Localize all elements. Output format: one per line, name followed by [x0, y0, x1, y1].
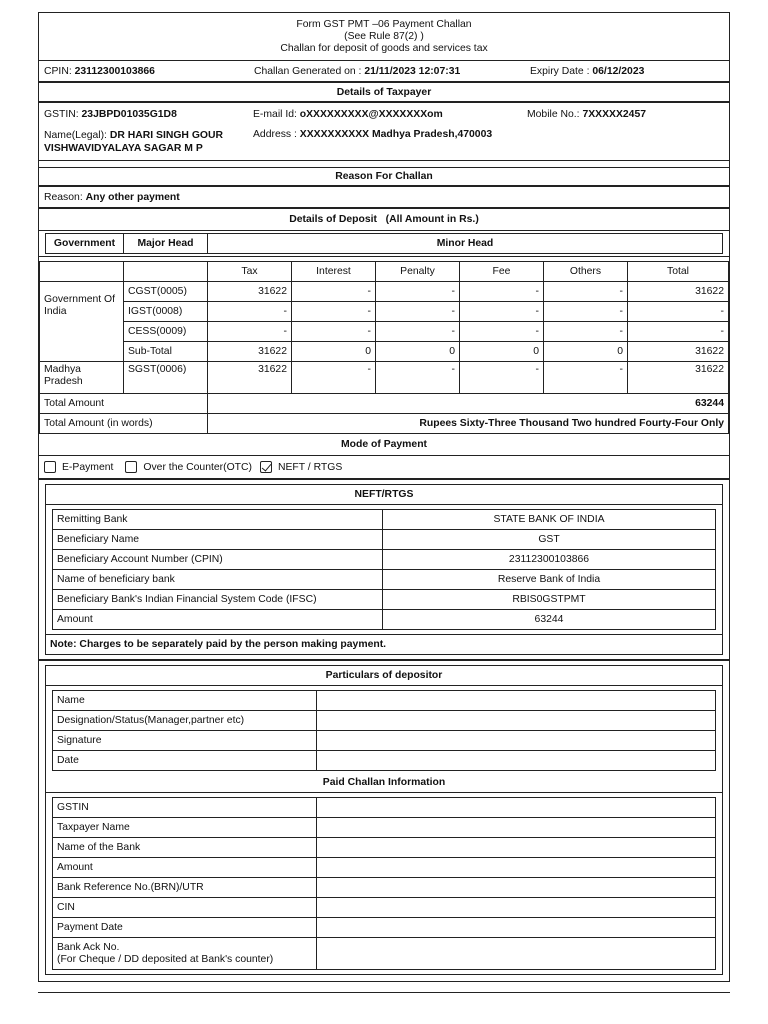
- table-row: Sub-Total 31622 0 0 0 0 31622: [40, 342, 729, 362]
- deposit-heads: [39, 231, 729, 257]
- challan-form: [38, 12, 730, 982]
- depositor-designation-field[interactable]: [317, 711, 716, 731]
- mode-title: Mode of Payment: [39, 434, 729, 456]
- neft-table: [52, 509, 716, 630]
- col-interest: Interest: [292, 262, 376, 282]
- form-header: [39, 13, 729, 61]
- option-neft-rtgs[interactable]: NEFT / RTGS: [260, 461, 342, 473]
- govt-india: Government Of India: [40, 282, 124, 362]
- generated-on: Challan Generated on : 21/11/2023 12:07:31: [254, 65, 461, 77]
- total-amount: 63244: [208, 394, 729, 414]
- address: Address : XXXXXXXXXX Madhya Pradesh,470003: [253, 129, 493, 140]
- table-row: Taxpayer Name: [53, 818, 716, 838]
- expiry-value: 06/12/2023: [592, 65, 645, 77]
- table-row: Government Of India CGST(0005) 31622 - - - - 31622: [40, 282, 729, 302]
- form-rule: (See Rule 87(2) ): [344, 30, 424, 42]
- table-row: Beneficiary Account Number (CPIN) 23112300103866: [53, 550, 716, 570]
- payment-mode-options: [39, 456, 729, 480]
- neft-title: NEFT/RTGS: [46, 485, 722, 505]
- mobile: Mobile No.: 7XXXXX2457: [527, 109, 646, 120]
- neft-rtgs-checkbox[interactable]: [260, 461, 272, 473]
- col-total: Total: [628, 262, 729, 282]
- paid-table: [52, 797, 716, 970]
- bottom-rule: [38, 992, 730, 993]
- depositor-date-field[interactable]: [317, 751, 716, 771]
- table-row: IGST(0008) - - - - - -: [40, 302, 729, 322]
- head-minor: Minor Head: [208, 234, 723, 254]
- table-row: Name: [53, 691, 716, 711]
- table-row: CESS(0009) - - - - - -: [40, 322, 729, 342]
- mobile-value: 7XXXXX2457: [582, 109, 646, 120]
- taxpayer-title: Details of Taxpayer: [39, 83, 729, 103]
- deposit-title: Details of Deposit (All Amount in Rs.): [39, 209, 729, 231]
- gstin: GSTIN: 23JBPD01035G1D8: [44, 109, 177, 120]
- total-words: Rupees Sixty-Three Thousand Two hundred Fourty-Four Only: [208, 414, 729, 434]
- table-row: Amount 63244: [53, 610, 716, 630]
- legal-name-value-2: VISHWAVIDYALAYA SAGAR M P: [44, 143, 203, 154]
- form-title: Form GST PMT –06 Payment Challan: [296, 18, 472, 30]
- otc-checkbox[interactable]: [125, 461, 137, 473]
- form-subtitle: Challan for deposit of goods and services tax: [280, 42, 488, 54]
- table-row: Name of the Bank: [53, 838, 716, 858]
- reason-value: Any other payment: [85, 191, 180, 203]
- table-row: Name of beneficiary bank Reserve Bank of India: [53, 570, 716, 590]
- state-name: Madhya Pradesh: [40, 362, 124, 394]
- reason-row: Reason: Any other payment: [39, 187, 729, 209]
- col-fee: Fee: [460, 262, 544, 282]
- cpin-row: [39, 61, 729, 83]
- e-payment-checkbox[interactable]: [44, 461, 56, 473]
- table-row: Bank Ack No. (For Cheque / DD deposited at Bank's counter): [53, 938, 716, 970]
- charges-note: Note: Charges to be separately paid by the person making payment.: [45, 635, 723, 655]
- table-row: Beneficiary Name GST: [53, 530, 716, 550]
- taxpayer-details: [39, 103, 729, 161]
- email-value: oXXXXXXXXX@XXXXXXXom: [299, 109, 443, 120]
- legal-name: Name(Legal): DR HARI SINGH GOUR VISHWAVIDYALAYA SAGAR M P: [44, 130, 223, 154]
- col-penalty: Penalty: [376, 262, 460, 282]
- depositor-signature-field[interactable]: [317, 731, 716, 751]
- table-row: GSTIN: [53, 798, 716, 818]
- option-otc[interactable]: Over the Counter(OTC): [125, 461, 252, 473]
- table-row: Payment Date: [53, 918, 716, 938]
- cpin: CPIN: 23112300103866: [44, 65, 155, 77]
- table-row: Beneficiary Bank's Indian Financial System Code (IFSC) RBIS0GSTPMT: [53, 590, 716, 610]
- head-major: Major Head: [124, 234, 208, 254]
- option-e-payment[interactable]: E-Payment: [44, 461, 113, 473]
- table-row: Remitting Bank STATE BANK OF INDIA: [53, 510, 716, 530]
- col-tax: Tax: [208, 262, 292, 282]
- neft-rtgs-box: [45, 484, 723, 635]
- table-row: Bank Reference No.(BRN)/UTR: [53, 878, 716, 898]
- deposit-table-wrap: [39, 257, 729, 434]
- email: E-mail Id: oXXXXXXXXX@XXXXXXXom: [253, 109, 443, 120]
- depositor-table: [52, 690, 716, 771]
- head-government: Government: [46, 234, 124, 254]
- total-amount-row: Total Amount 63244: [40, 394, 729, 414]
- table-row: Date: [53, 751, 716, 771]
- legal-name-value-1: DR HARI SINGH GOUR: [109, 130, 223, 141]
- table-row: Designation/Status(Manager,partner etc): [53, 711, 716, 731]
- gstin-value: 23JBPD01035G1D8: [81, 109, 177, 120]
- total-words-row: Total Amount (in words) Rupees Sixty-Three Thousand Two hundred Fourty-Four Only: [40, 414, 729, 434]
- table-row: CIN: [53, 898, 716, 918]
- deposit-table: [39, 261, 729, 434]
- table-row: Amount: [53, 858, 716, 878]
- paid-title: Paid Challan Information: [46, 773, 722, 793]
- depositor-box: [45, 665, 723, 975]
- generated-value: 21/11/2023 12:07:31: [364, 65, 461, 77]
- table-row: Signature: [53, 731, 716, 751]
- col-others: Others: [544, 262, 628, 282]
- expiry-date: Expiry Date : 06/12/2023: [530, 65, 645, 77]
- depositor-name-field[interactable]: [317, 691, 716, 711]
- reason-title: Reason For Challan: [39, 167, 729, 187]
- address-value: XXXXXXXXXX Madhya Pradesh,470003: [299, 129, 493, 140]
- cpin-value: 23112300103866: [74, 65, 155, 77]
- depositor-title: Particulars of depositor: [46, 666, 722, 686]
- table-row: Madhya Pradesh SGST(0006) 31622 - - - - 31622: [40, 362, 729, 394]
